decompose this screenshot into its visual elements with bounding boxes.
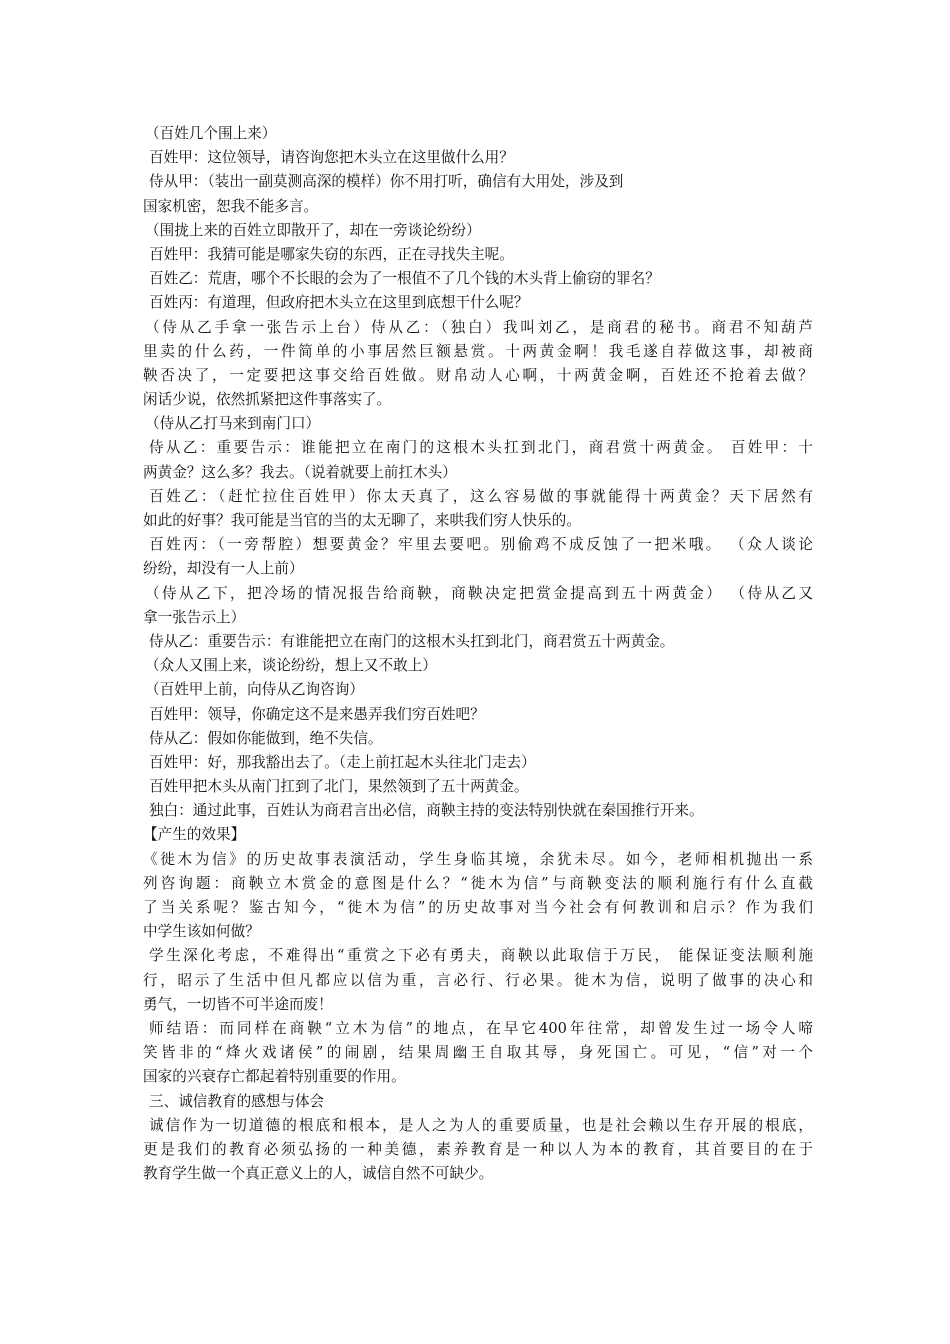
text-line: 百姓甲：好，那我豁出去了。（走上前扛起木头往北门走去） bbox=[149, 753, 536, 771]
text-line: 【产生的效果】 bbox=[143, 826, 246, 844]
text-line: 百姓甲：这位领导，请咨询您把木头立在这里做什么用？ bbox=[149, 149, 514, 167]
text-line: （围拢上来的百姓立即散开了，却在一旁谈论纷纷） bbox=[145, 221, 481, 239]
text-line: 师结语：而同样在商鞅“立木为信”的地点，在早它400年往常，却曾发生过一场令人啼 bbox=[149, 1019, 813, 1037]
text-line: 更是我们的教育必须弘扬的一种美德，素养教育是一种以人为本的教育，其首要目的在于 bbox=[143, 1140, 813, 1158]
text-line: 《徙木为信》的历史故事表演活动，学生身临其境，余犹未尽。如今，老师相机抛出一系 bbox=[143, 850, 813, 868]
text-line: 学生深化考虑，不难得出“重赏之下必有勇夫，商鞅以此取信于万民， 能保证变法顺利施 bbox=[149, 947, 813, 965]
text-line: 两黄金？这么多？我去。（说着就要上前扛木头） bbox=[143, 463, 457, 481]
text-line: 勇气，一切皆不可半途而废！ bbox=[143, 995, 333, 1013]
text-line: 里卖的什么药，一件简单的小事居然巨额悬赏。十两黄金啊！我毛遂自荐做这事，却被商 bbox=[143, 342, 813, 360]
text-line: 百姓乙：荒唐，哪个不长眼的会为了一根值不了几个钱的木头背上偷窃的罪名？ bbox=[149, 270, 660, 288]
text-line: 诚信作为一切道德的根底和根本，是人之为人的重要质量，也是社会赖以生存开展的根底， bbox=[149, 1116, 813, 1134]
text-line: 教育学生做一个真正意义上的人，诚信自然不可缺少。 bbox=[143, 1165, 494, 1183]
text-line: （侍从乙手拿一张告示上台）侍从乙：（独白）我叫刘乙，是商君的秘书。商君不知葫芦 bbox=[145, 318, 813, 336]
text-line: 中学生该如何做？ bbox=[143, 923, 260, 941]
text-line: 百姓乙：（赶忙拉住百姓甲）你太天真了，这么容易做的事就能得十两黄金？天下居然有 bbox=[149, 487, 813, 505]
text-line: 国家的兴衰存亡都起着特别重要的作用。 bbox=[143, 1068, 406, 1086]
text-line: 三、诚信教育的感想与体会 bbox=[149, 1092, 325, 1110]
text-line: 如此的好事？我可能是当官的当的太无聊了，来哄我们穷人快乐的。 bbox=[143, 512, 581, 529]
text-line: 百姓丙：（一旁帮腔）想要黄金？牢里去要吧。别偷鸡不成反蚀了一把米哦。 （众人谈论 bbox=[149, 536, 813, 554]
text-line: （百姓甲上前，向侍从乙询咨询） bbox=[145, 681, 364, 699]
text-line: 侍从乙：重要告示：谁能把立在南门的这根木头扛到北门，商君赏十两黄金。 百姓甲：十 bbox=[149, 439, 813, 457]
text-line: （众人又围上来，谈论纷纷，想上又不敢上） bbox=[145, 657, 437, 675]
text-line: （侍从乙打马来到南门口） bbox=[145, 415, 321, 433]
text-line: （侍从乙下，把冷场的情况报告给商鞅，商鞅决定把赏金提高到五十两黄金） （侍从乙又 bbox=[145, 584, 813, 602]
text-line: 国家机密，恕我不能多言。 bbox=[143, 197, 319, 215]
text-line: 列咨询题：商鞅立木赏金的意图是什么？“徙木为信”与商鞅变法的顺利施行有什么直截 bbox=[143, 874, 813, 892]
text-line: 纷纷，却没有一人上前） bbox=[143, 560, 304, 578]
text-line: 行，昭示了生活中但凡都应以信为重，言必行、行必果。徙木为信，说明了做事的决心和 bbox=[143, 971, 813, 989]
text-line: 百姓甲：领导，你确定这不是来愚弄我们穷百姓吧？ bbox=[149, 705, 485, 723]
text-line: 百姓丙：有道理，但政府把木头立在这里到底想干什么呢？ bbox=[149, 294, 529, 312]
text-line: 鞅否决了，一定要把这事交给百姓做。财帛动人心啊，十两黄金啊，百姓还不抢着去做？ bbox=[143, 366, 813, 384]
text-line: 侍从乙：重要告示：有谁能把立在南门的这根木头扛到北门，商君赏五十两黄金。 bbox=[149, 632, 675, 650]
text-line: 笑皆非的“烽火戏诸侯”的闹剧，结果周幽王自取其辱，身死国亡。可见，“信”对一个 bbox=[143, 1044, 813, 1062]
text-line: 侍从乙：假如你能做到，绝不失信。 bbox=[149, 729, 383, 747]
text-line: 了当关系呢？鉴古知今，“徙木为信”的历史故事对当今社会有何教训和启示？作为我们 bbox=[143, 899, 813, 916]
text-line: 闲话少说，依然抓紧把这件事落实了。 bbox=[143, 391, 392, 409]
text-line: （百姓几个围上来） bbox=[145, 125, 277, 142]
document-body bbox=[143, 122, 813, 1186]
text-line: 独白：通过此事，百姓认为商君言出必信，商鞅主持的变法特别快就在秦国推行开来。 bbox=[149, 802, 704, 820]
text-line: 百姓甲：我猜可能是哪家失窃的东西，正在寻找失主呢。 bbox=[149, 245, 514, 263]
text-line: 侍从甲：（装出一副莫测高深的模样）你不用打听，确信有大用处，涉及到 bbox=[149, 173, 624, 191]
text-line: 百姓甲把木头从南门扛到了北门，果然领到了五十两黄金。 bbox=[149, 778, 529, 796]
text-line: 拿一张告示上） bbox=[143, 608, 246, 626]
